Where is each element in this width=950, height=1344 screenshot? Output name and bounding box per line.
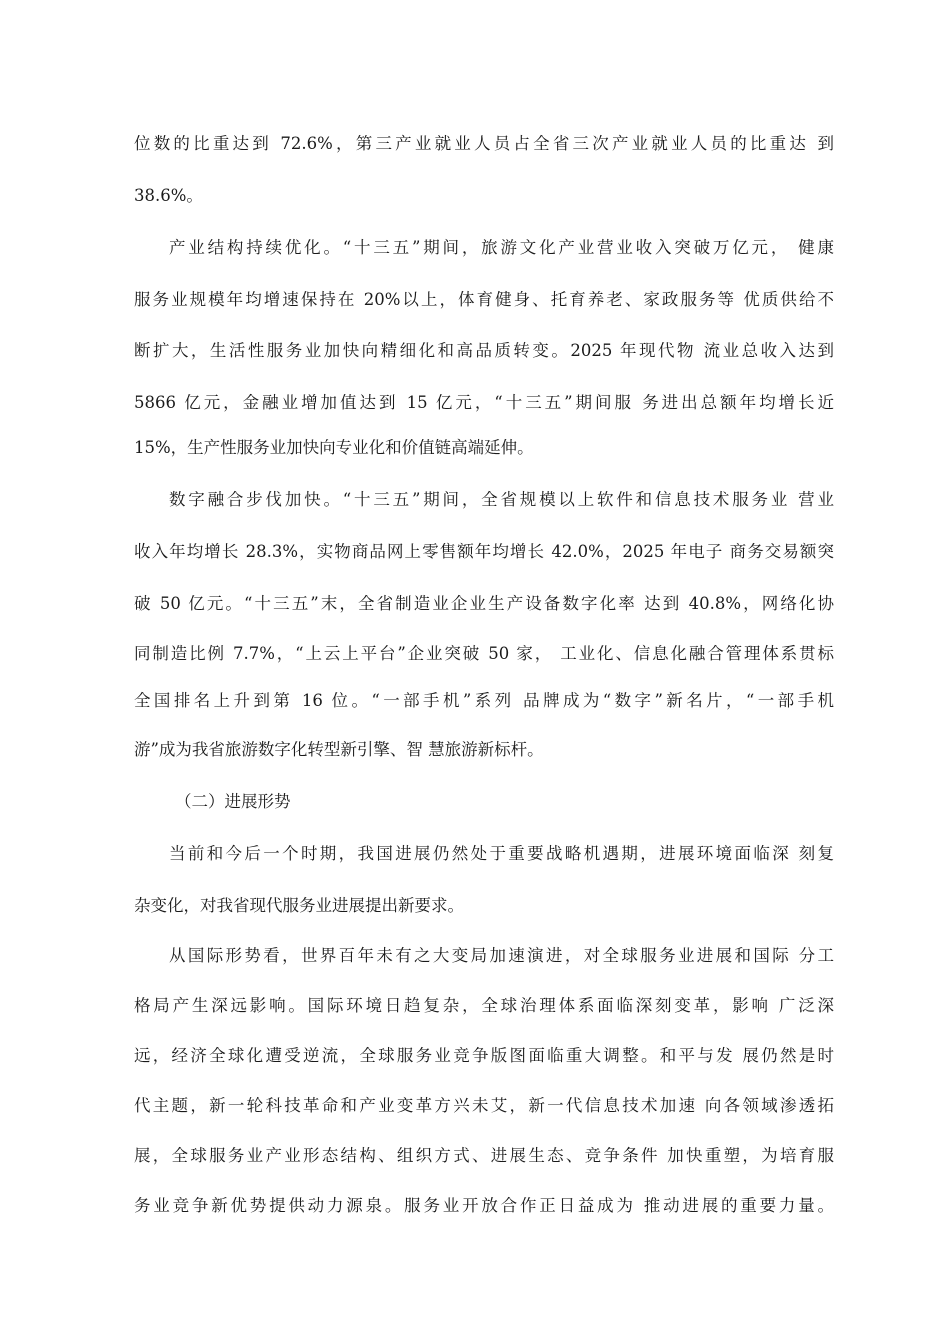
paragraph-line: 15%，生产性服务业加快向专业化和价值链高端延伸。 [134,438,534,457]
paragraph-line: 同制造比例 7.7%，“上云上平台”企业突破 50 家， 工业化、信息化融合管理体系贯标 [134,644,834,663]
paragraph-line: 展，全球服务业产业形态结构、组织方式、进展生态、竞争条件 加快重塑，为培育服 [134,1146,834,1165]
paragraph-line: 远，经济全球化遭受逆流，全球服务业竞争版图面临重大调整。和平与发 展仍然是时 [134,1046,834,1065]
paragraph-line: 全国排名上升到第 16 位。“一部手机”系列 品牌成为“数字”新名片，“一部手机 [134,691,834,710]
paragraph-line: 38.6%。 [134,186,203,205]
paragraph-line: 格局产生深远影响。国际环境日趋复杂，全球治理体系面临深刻变革，影响 广泛深 [134,996,834,1015]
paragraph-line: 产业结构持续优化。“十三五”期间，旅游文化产业营业收入突破万亿元， 健康 [169,238,834,257]
paragraph-line: 数字融合步伐加快。“十三五”期间，全省规模以上软件和信息技术服务业 营业 [169,490,834,509]
paragraph-line: 杂变化，对我省现代服务业进展提出新要求。 [134,896,464,915]
paragraph-line: 5866 亿元，金融业增加值达到 15 亿元，“十三五”期间服 务进出总额年均增长近 [134,393,834,412]
paragraph-line: 位数的比重达到 72.6%，第三产业就业人员占全省三次产业就业人员的比重达 到 [134,134,834,153]
paragraph-line: 游”成为我省旅游数字化转型新引擎、智 慧旅游新标杆。 [134,740,544,759]
paragraph-line: 代主题，新一轮科技革命和产业变革方兴未艾，新一代信息技术加速 向各领域渗透拓 [134,1096,834,1115]
paragraph-line: 服务业规模年均增速保持在 20%以上，体育健身、托育养老、家政服务等 优质供给不 [134,290,834,309]
paragraph-line: 收入年均增长 28.3%，实物商品网上零售额年均增长 42.0%，2025 年电子 商务交易额突 [134,542,834,561]
paragraph-line: 从国际形势看，世界百年未有之大变局加速演进，对全球服务业进展和国际 分工 [169,946,834,965]
paragraph-line: 断扩大，生活性服务业加快向精细化和高品质转变。2025 年现代物 流业总收入达到 [134,341,834,360]
paragraph-line: 当前和今后一个时期，我国进展仍然处于重要战略机遇期，进展环境面临深 刻复 [169,844,834,863]
section-heading: （二）进展形势 [175,792,291,811]
paragraph-line: 务业竞争新优势提供动力源泉。服务业开放合作正日益成为 推动进展的重要力量。 [134,1196,834,1215]
paragraph-line: 破 50 亿元。“十三五”末，全省制造业企业生产设备数字化率 达到 40.8%，网络化协 [134,594,834,613]
